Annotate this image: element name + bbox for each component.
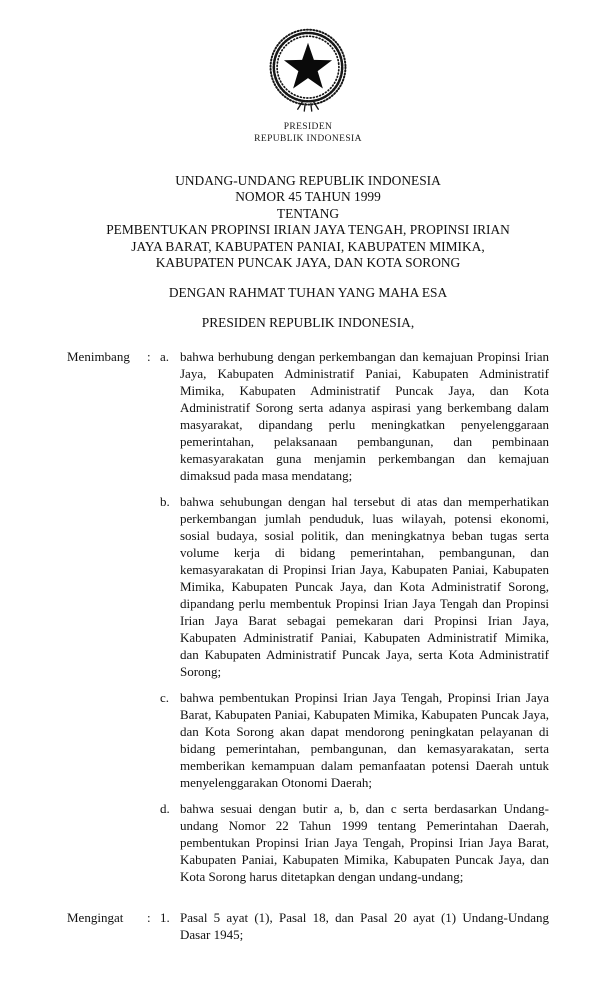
item-text-c: bahwa pembentukan Propinsi Irian Jaya Tengah, Propinsi Irian Jaya Barat, Kabupaten Paniai, Kabupaten Mimika, Kabupaten Puncak Jaya, dan Kota Sorong akan dapat mendorong peningkatan pelayanan di bidang pemerintahan, pembangunan, dan kemasyarakatan, serta memberikan kemampuan dalam pemanfaatan potensi Daerah untuk menyelenggarakan Otonomi Daerah; xyxy=(180,690,549,791)
title-line-3: TENTANG xyxy=(276,205,340,221)
mengingat-items xyxy=(160,909,549,943)
item-text-d: bahwa sesuai dengan butir a, b, dan c serta berdasarkan Undang-undang Nomor 22 Tahun 1999 tentang Pemerintahan Daerah, pembentukan Propinsi Irian Jaya Tengah, Propinsi Irian Jaya Barat, Kabupaten Paniai, Kabupaten Mimika, Kabupaten Puncak Jaya, dan Kota Sorong harus ditetapkan dengan undang-undang; xyxy=(180,801,549,885)
seal-caption-presiden: PRESIDEN xyxy=(283,122,333,132)
item-marker-a: a. xyxy=(160,349,170,365)
item-marker-d: d. xyxy=(160,801,170,817)
menimbang-colon: : xyxy=(147,349,151,365)
menimbang-item-c xyxy=(160,689,549,791)
item-text-b: bahwa sehubungan dengan hal tersebut di atas dan memperhatikan perkembangan jumlah penduduk, luas wilayah, potensi ekonomi, sosial budaya, sosial politik, dan meningkatnya beban tugas serta volume kerja di bidang pemerintahan, pembangunan, dan kemasyarakatan di Propinsi Irian Jaya, Kabupaten Paniai, Kabupaten Mimika, Kabupaten Puncak Jaya, dan Kota Administratif Sorong, dipandang perlu membentuk Propinsi Irian Jaya Tengah dan Propinsi Irian Jaya Barat sebagai pemekaran dari Propinsi Irian Jaya, Kabupaten Administratif Paniai, Kabupaten Administratif Mimika, dan Kabupaten Administratif Puncak Jaya, serta Kota Administratif Sorong; xyxy=(180,494,549,680)
title-line-4: PEMBENTUKAN PROPINSI IRIAN JAYA TENGAH, PROPINSI IRIAN xyxy=(106,222,510,238)
item-text-1: Pasal 5 ayat (1), Pasal 18, dan Pasal 20 ayat (1) Undang-Undang Dasar 1945; xyxy=(180,910,549,943)
menimbang-label: Menimbang xyxy=(67,349,130,365)
title-line-2: NOMOR 45 TAHUN 1999 xyxy=(235,189,381,205)
menimbang-item-b xyxy=(160,493,549,680)
item-text-a: bahwa berhubung dengan perkembangan dan kemajuan Propinsi Irian Jaya, Kabupaten Administratif Paniai, Kabupaten Administratif Mimika, Kabupaten Administratif Puncak Jaya, dan Kota Administratif Sorong serta adanya aspirasi yang berkembang dalam masyarakat, dipandang perlu meningkatkan penyelenggaraan pemerintahan, pelaksanaan pembangunan, dan pembinaan kemasyarakatan guna menjamin perkembangan dan kemajuan dimaksud pada masa mendatang; xyxy=(180,349,549,484)
menimbang-item-d xyxy=(160,800,549,885)
letterhead xyxy=(67,25,549,145)
seal-caption-republik: REPUBLIK INDONESIA xyxy=(254,134,362,144)
item-marker-c: c. xyxy=(160,690,170,706)
invocation-line: DENGAN RAHMAT TUHAN YANG MAHA ESA xyxy=(168,285,448,301)
menimbang-section xyxy=(67,348,549,885)
mengingat-colon: : xyxy=(147,910,151,926)
item-marker-b: b. xyxy=(160,494,170,510)
title-line-1: UNDANG-UNDANG REPUBLIK INDONESIA xyxy=(175,173,441,188)
mengingat-item-1 xyxy=(160,909,549,943)
document-title xyxy=(67,173,549,271)
mengingat-section xyxy=(67,909,549,943)
title-line-5: JAYA BARAT, KABUPATEN PANIAI, KABUPATEN MIMIKA, xyxy=(131,238,485,254)
mengingat-label: Mengingat xyxy=(67,910,124,926)
authority-line: PRESIDEN REPUBLIK INDONESIA, xyxy=(201,315,415,331)
seal-caption xyxy=(67,121,549,145)
presidential-seal-icon xyxy=(261,25,355,113)
item-marker-1: 1. xyxy=(160,910,170,926)
menimbang-item-a xyxy=(160,348,549,484)
title-line-6: KABUPATEN PUNCAK JAYA, DAN KOTA SORONG xyxy=(155,255,461,271)
menimbang-items xyxy=(160,348,549,885)
